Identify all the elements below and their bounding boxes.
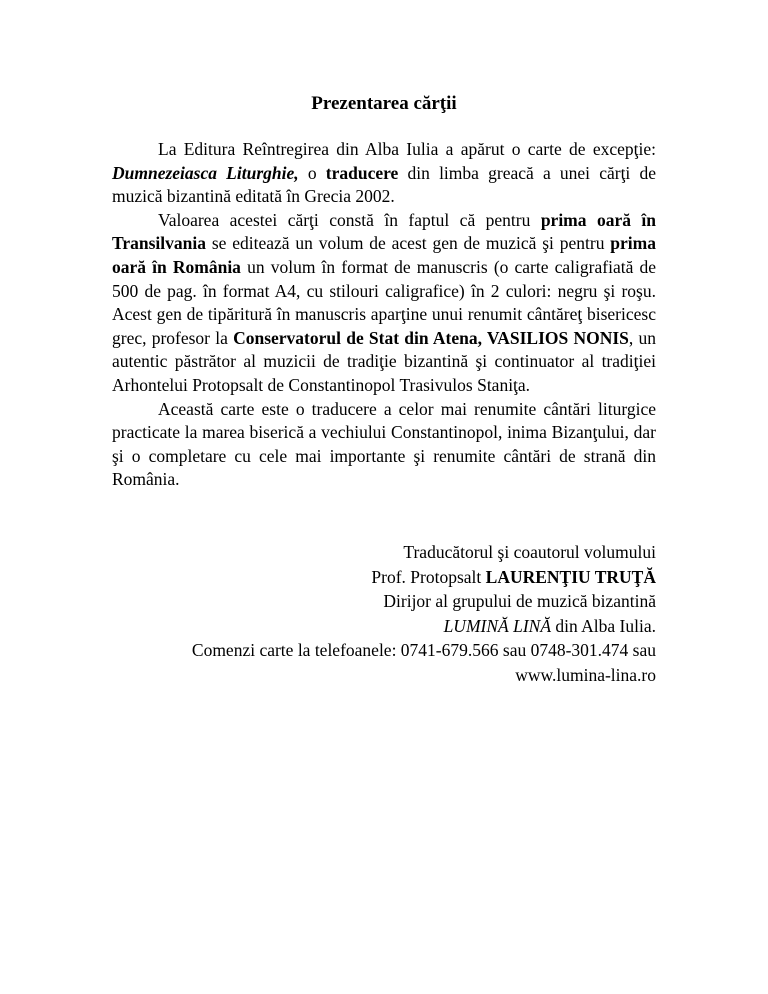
website-link[interactable]: www.lumina-lina.ro [515,664,656,685]
paragraph-value [112,209,656,398]
document-page [112,92,656,687]
translation-word: traducere [325,162,399,183]
value-text: Valoarea acestei cărţi constă în faptul că pentru [158,209,541,230]
first-in-transylvania: prima oară în Transilvania [112,209,656,254]
intro-text-2: o [298,162,326,183]
signature-role: Traducătorul şi coautorul volumului [403,541,656,562]
signature-name-line [112,565,656,590]
value-text-4: , un autentic păstrător al muzicii de tradiţie bizantină şi continuator al tradiţiei Arhontelui Protopsalt de Constantinopol Trasivulos Staniţa. [112,327,656,395]
author-name: LAURENŢIU TRUŢĂ [485,566,656,587]
signature-block [112,540,656,688]
conservatory-author: Conservatorul de Stat din Atena, VASILIOS NONIS [233,327,629,348]
value-text-3: un volum în format de manuscris (o carte caligrafiată de 500 de pag. în format A4, cu stilouri caligrafice) în 2 culori: negru şi roşu. Acest gen de tipăritură în manuscris aparţine unui renumit cântăreţ bisericesc grec, profesor la [112,256,656,348]
intro-text: La Editura Reîntregirea din Alba Iulia a apărut o carte de excepţie: [158,139,656,159]
signature-conductor: Dirijor al grupului de muzică bizantină [383,591,656,612]
intro-text-3: din limba greacă a unei cărţi de muzică bizantină editată în Grecia 2002. [112,162,656,207]
paragraph-intro [112,138,656,209]
document-title: Prezentarea cărţii [311,93,457,114]
value-text-2: se editează un volum de acest gen de muzică şi pentru [206,233,611,254]
book-title: Dumnezeiasca Liturghie, [112,162,299,183]
order-phones: Comenzi carte la telefoanele: 0741-679.566 sau 0748-301.474 sau [191,640,656,661]
paragraph-content: Această carte este o traducere a celor mai renumite cântări liturgice practicate la marea biserică a vechiului Constantinopol, inima Bizanţului, dar şi o completare cu cele mai importante şi renumite cântări de strană din România. [112,398,656,490]
first-in-romania: prima oară în România [112,233,656,277]
signature-prefix: Prof. Protopsalt [371,566,486,587]
signature-choir-line [112,614,656,639]
choir-location: din Alba Iulia. [551,615,656,636]
choir-name: LUMINĂ LINĂ [443,615,552,636]
